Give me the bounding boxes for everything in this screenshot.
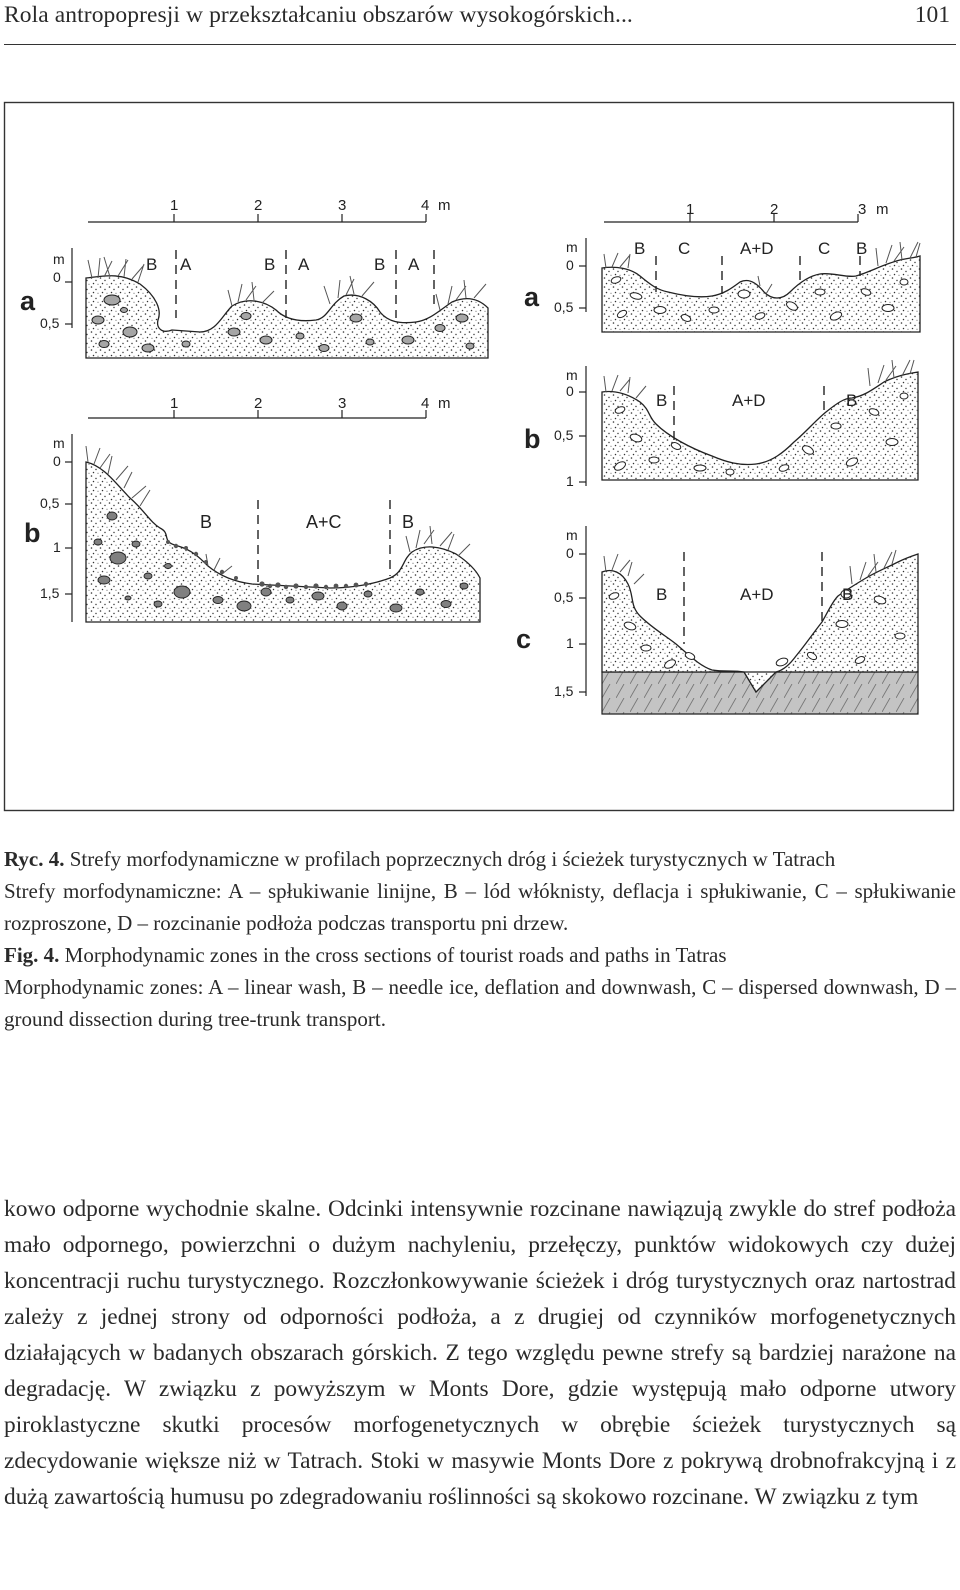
caption-title-en: Morphodynamic zones in the cross sections of tourist roads and paths in Tatras (64, 943, 727, 967)
depth-tick-label: 0,5 (40, 495, 60, 511)
cross-section-profile (602, 372, 918, 480)
depth-unit: m (53, 435, 65, 451)
figure-4 (0, 96, 960, 818)
cross-section-profile (602, 554, 918, 692)
depth-unit: m (566, 239, 578, 255)
caption-english (4, 939, 956, 971)
panel-letter: b (24, 518, 41, 548)
depth-tick-label: 0,5 (554, 589, 574, 605)
depth-tick-label: 1 (566, 635, 574, 651)
caption-legend-en: Morphodynamic zones: A – linear wash, B – needle ice, deflation and downwash, C – dispersed downwash, D – ground dissection during tree-trunk transport. (4, 975, 956, 1031)
scale-tick-label: 2 (254, 197, 263, 214)
depth-unit: m (566, 527, 578, 543)
running-head (4, 0, 954, 44)
depth-tick-label: 1 (53, 539, 61, 555)
body-paragraph: kowo odporne wychodnie skalne. Odcinki intensywnie rozcinane nawiązują zwykle do stref podłoża mało odpornego, powierzchni o dużym nachyleniu, przełęczy, punktów widokowych czy dużej koncentracji ruchu turystycznego. Rozczłonkowywanie ścieżek i dróg turystycznych oraz nartostrad zależy z jednej strony od odporności podłoża, a z drugiej od czynników morfogenetycznych działających w badanych obszarach górskich. Z tego względu pewne strefy są bardziej narażone na degradację. W związku z powyższym w Monts Dore, gdzie występują mało odporne utwory piroklastyczne skutki procesów morfogenetycznych w obrębie ścieżek turystycznych są zdecydowanie większe niż w Tatrach. Stoki w masywie Monts Dore z pokrywą drobnofrakcyjną i z dużą zawartością humusu po zdegradowaniu roślinności są skokowo rozcinane. W związku z tym (4, 1196, 956, 1510)
zone-label: C (678, 239, 691, 258)
scale-tick-label: 2 (770, 201, 779, 218)
zone-label: B (634, 239, 646, 258)
zone-label: A+D (740, 585, 774, 604)
zone-label: B (656, 391, 668, 410)
depth-tick-label: 0,5 (554, 427, 574, 443)
caption-label-pl: Ryc. 4. (4, 847, 65, 871)
scale-unit: m (438, 197, 451, 214)
scale-tick-label: 4 (421, 197, 430, 214)
zone-label: B (200, 512, 213, 532)
caption-label-en: Fig. 4. (4, 943, 60, 967)
caption-legend-pl: Strefy morfodynamiczne: A – spłukiwanie linijne, B – lód włóknisty, deflacja i spłukiwanie, C – spłukiwanie rozproszone, D – rozcinanie podłoża podczas transportu pni drzew. (4, 879, 956, 935)
zone-label: B (846, 391, 858, 410)
right-panel-a (524, 201, 920, 332)
zone-label: A (298, 255, 310, 274)
zone-label: B (146, 255, 158, 274)
left-panel-b (24, 395, 480, 622)
zone-label: A (408, 255, 420, 274)
scale-unit: m (438, 395, 451, 412)
zone-label: B (264, 255, 276, 274)
panel-letter: a (524, 282, 540, 312)
scale-tick-label: 3 (338, 197, 347, 214)
left-panel-a (20, 197, 488, 358)
right-panel-c (516, 526, 918, 714)
figure-caption (4, 843, 956, 1035)
depth-tick-label: 0 (53, 269, 61, 285)
depth-unit: m (53, 251, 65, 267)
depth-tick-label: 0 (53, 453, 61, 469)
cross-section-profile (86, 462, 480, 622)
caption-polish (4, 843, 956, 875)
zone-label: C (818, 239, 831, 258)
zone-label: A+D (740, 239, 774, 258)
depth-tick-label: 1,5 (40, 585, 60, 601)
scale-tick-label: 1 (170, 395, 179, 412)
scale-tick-label: 1 (170, 197, 179, 214)
scale-tick-label: 3 (338, 395, 347, 412)
panel-letter: c (516, 624, 532, 654)
depth-tick-label: 1 (566, 473, 574, 489)
scale-tick-label: 2 (254, 395, 263, 412)
panel-letter: b (524, 424, 541, 454)
panel-letter: a (20, 286, 36, 316)
zone-label: A (180, 255, 192, 274)
grass-tufts (604, 550, 896, 584)
depth-tick-label: 0 (566, 383, 574, 399)
zone-label: B (656, 585, 668, 604)
scale-tick-label: 1 (686, 201, 695, 218)
scale-tick-label: 3 (858, 201, 867, 218)
depth-tick-label: 0 (566, 257, 574, 273)
depth-tick-label: 0 (566, 545, 574, 561)
zone-label: B (856, 239, 868, 258)
depth-tick-label: 1,5 (554, 683, 574, 699)
cross-section-profile (602, 256, 920, 332)
right-panel-b (524, 360, 918, 489)
zone-label: B (402, 512, 415, 532)
zone-label: A+C (306, 512, 342, 532)
depth-unit: m (566, 367, 578, 383)
depth-tick-label: 0,5 (554, 299, 574, 315)
zone-label: B (374, 255, 386, 274)
zone-label: A+D (732, 391, 766, 410)
scale-tick-label: 4 (421, 395, 430, 412)
running-title: Rola antropopresji w przekształcaniu obszarów wysokogórskich... (4, 2, 633, 28)
zone-label: B (842, 585, 854, 604)
scale-unit: m (876, 201, 889, 218)
depth-tick-label: 0,5 (40, 315, 60, 331)
body-text (4, 1191, 956, 1515)
page-number: 101 (914, 2, 950, 28)
header-rule (4, 44, 956, 45)
caption-title-pl: Strefy morfodynamiczne w profilach poprzecznych dróg i ścieżek turystycznych w Tatrach (69, 847, 836, 871)
